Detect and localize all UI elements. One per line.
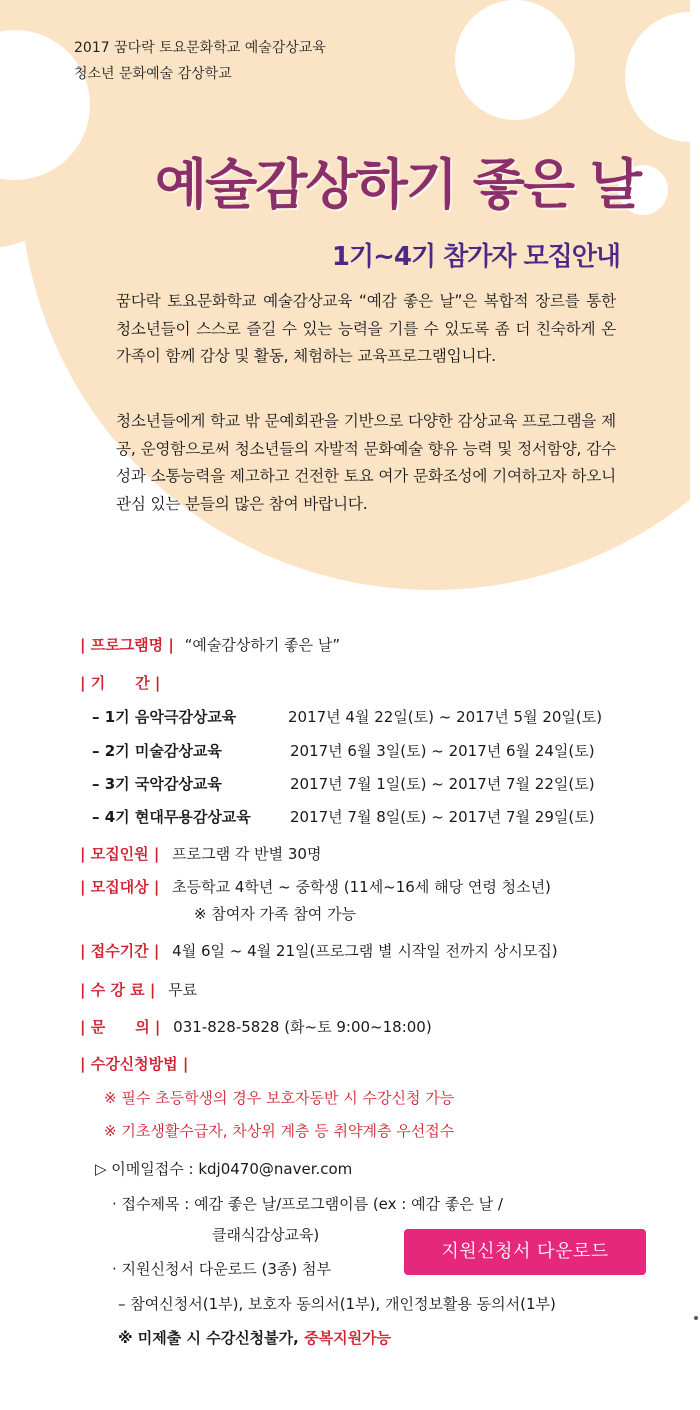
header-line-1: 2017 꿈다락 토요문화학교 예술감상교육 bbox=[74, 40, 326, 56]
reception-row bbox=[80, 940, 558, 961]
period-item-3-date: 2017년 7월 1일(토) ~ 2017년 7월 22일(토) bbox=[290, 775, 595, 793]
apply-warning-highlight: 중복지원가능 bbox=[304, 1329, 392, 1347]
contact-row bbox=[80, 1016, 432, 1037]
period-item-1-date: 2017년 4월 22일(토) ~ 2017년 5월 20일(토) bbox=[288, 708, 603, 726]
header-line-2: 청소년 문화예술 감상학교 bbox=[74, 66, 232, 82]
target-value: 초등학교 4학년 ~ 중학생 (11세~16세 해당 연령 청소년) bbox=[172, 878, 551, 896]
apply-warning bbox=[118, 1327, 391, 1348]
capacity-label: | 모집인원 | bbox=[80, 845, 160, 863]
period-item-2-date: 2017년 6월 3일(토) ~ 2017년 6월 24일(토) bbox=[290, 742, 595, 760]
apply-forms: – 참여신청서(1부), 보호자 동의서(1부), 개인정보활용 동의서(1부) bbox=[118, 1295, 556, 1313]
target-note: ※ 참여자 가족 참여 가능 bbox=[194, 905, 357, 923]
period-row bbox=[80, 672, 160, 693]
page-subtitle: 1기~4기 참가자 모집안내 bbox=[331, 242, 620, 272]
period-item-2-name: – 2기 미술감상교육 bbox=[92, 742, 222, 760]
reception-value: 4월 6일 ~ 4월 21일(프로그램 별 시작일 전까지 상시모집) bbox=[172, 942, 558, 960]
fee-value: 무료 bbox=[168, 981, 198, 999]
edge-dot bbox=[694, 1316, 698, 1320]
capacity-row bbox=[80, 843, 321, 864]
program-value: “예술감상하기 좋은 날” bbox=[184, 636, 341, 654]
apply-subject-line-2: 클래식감상교육) bbox=[212, 1226, 320, 1244]
apply-subject-line-1: · 접수제목 : 예감 좋은 날/프로그램이름 (ex : 예감 좋은 날 / bbox=[112, 1195, 503, 1213]
intro-paragraph-2: 청소년들에게 학교 밖 문예회관을 기반으로 다양한 감상교육 프로그램을 제공, 운영함으로써 청소년들의 자발적 문화예술 향유 능력 및 정서함양, 감수성과 소통능력을 제고하고 건전한 토요 여가 문화조성에 기여하고자 하오니 관심 있는 분들의 많은 참여 바랍니다. bbox=[116, 412, 616, 513]
download-application-button[interactable]: 지원신청서 다운로드 bbox=[404, 1229, 646, 1275]
target-row bbox=[80, 876, 551, 897]
target-label: | 모집대상 | bbox=[80, 878, 160, 896]
right-edge bbox=[690, 0, 700, 1410]
period-label: | 기 간 | bbox=[80, 674, 161, 692]
fee-label: | 수 강 료 | bbox=[80, 981, 156, 999]
intro-paragraph-1: 꿈다락 토요문화학교 예술감상교육 “예감 좋은 날”은 복합적 장르를 통한 청소년들이 스스로 즐길 수 있는 능력을 기를 수 있도록 좀 더 친숙하게 온 가족이 함께 감상 및 활동, 체험하는 교육프로그램입니다. bbox=[116, 292, 616, 365]
period-item-3-name: – 3기 국악감상교육 bbox=[92, 775, 222, 793]
apply-attach: · 지원신청서 다운로드 (3종) 첨부 bbox=[112, 1260, 331, 1278]
reception-label: | 접수기간 | bbox=[80, 942, 160, 960]
period-item-4-name: – 4기 현대무용감상교육 bbox=[92, 808, 251, 826]
program-label: | 프로그램명 | bbox=[80, 636, 174, 654]
decor-circle-1 bbox=[455, 0, 575, 120]
fee-row bbox=[80, 979, 197, 1000]
contact-label: | 문 의 | bbox=[80, 1018, 161, 1036]
program-row bbox=[80, 634, 340, 655]
contact-value: 031-828-5828 (화~토 9:00~18:00) bbox=[173, 1018, 432, 1036]
period-item-4-date: 2017년 7월 8일(토) ~ 2017년 7월 29일(토) bbox=[290, 808, 595, 826]
apply-note-2: ※ 기초생활수급자, 차상위 계층 등 취약계층 우선접수 bbox=[104, 1122, 455, 1140]
apply-label: | 수강신청방법 | bbox=[80, 1055, 189, 1073]
apply-warning-text: ※ 미제출 시 수강신청불가, bbox=[118, 1329, 299, 1347]
capacity-value: 프로그램 각 반별 30명 bbox=[172, 845, 322, 863]
page-title: 예술감상하기 좋은 날 bbox=[154, 152, 640, 216]
apply-email: ▷ 이메일접수 : kdj0470@naver.com bbox=[95, 1160, 353, 1178]
apply-row bbox=[80, 1053, 188, 1074]
apply-note-1: ※ 필수 초등학생의 경우 보호자동반 시 수강신청 가능 bbox=[104, 1089, 455, 1107]
period-item-1-name: – 1기 음악극감상교육 bbox=[92, 708, 237, 726]
